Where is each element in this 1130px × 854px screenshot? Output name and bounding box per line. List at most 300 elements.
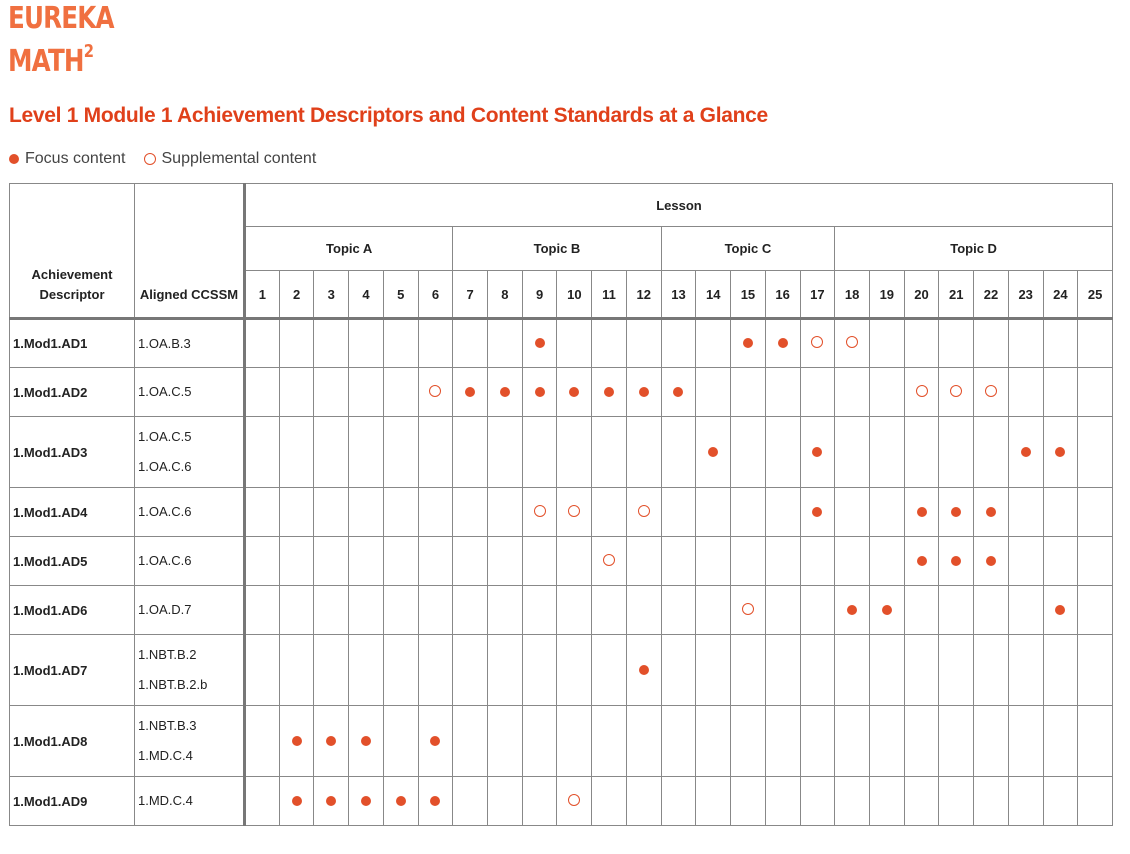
lesson-cell (245, 635, 280, 706)
lesson-cell (1078, 777, 1113, 826)
lesson-cell (800, 417, 835, 488)
lesson-cell (731, 777, 766, 826)
standard-code: 1.NBT.B.2 (138, 647, 197, 662)
focus-dot-icon (778, 338, 788, 348)
lesson-cell (349, 488, 384, 537)
lesson-cell (592, 368, 627, 417)
topic-header: Topic B (453, 227, 661, 271)
lesson-cell (974, 417, 1009, 488)
lesson-number: 20 (904, 271, 939, 319)
lesson-cell (835, 417, 870, 488)
lesson-cell (488, 488, 523, 537)
lesson-cell (1008, 777, 1043, 826)
lesson-cell (453, 706, 488, 777)
lesson-cell (245, 417, 280, 488)
col-header-aligned-ccssm: Aligned CCSSM (135, 184, 245, 319)
focus-dot-icon (847, 605, 857, 615)
lesson-cell (557, 368, 592, 417)
focus-dot-icon (361, 796, 371, 806)
standard-code: 1.OA.C.5 (138, 429, 192, 444)
lesson-cell (626, 586, 661, 635)
lesson-cell (835, 635, 870, 706)
focus-dot-icon (465, 387, 475, 397)
lesson-cell (1008, 417, 1043, 488)
lesson-cell (592, 586, 627, 635)
aligned-standards (135, 417, 245, 488)
lesson-cell (869, 417, 904, 488)
supplemental-ring-icon (846, 336, 858, 348)
lesson-cell (939, 586, 974, 635)
lesson-cell (661, 586, 696, 635)
lesson-number: 21 (939, 271, 974, 319)
legend-focus: Focus content (25, 150, 126, 167)
lesson-cell (453, 777, 488, 826)
lesson-cell (939, 706, 974, 777)
lesson-header: Lesson (245, 184, 1113, 227)
standard-code: 1.OA.C.6 (138, 553, 192, 568)
lesson-cell (696, 635, 731, 706)
lesson-cell (488, 777, 523, 826)
lesson-cell (383, 777, 418, 826)
lesson-cell (800, 488, 835, 537)
table-row (10, 777, 1113, 826)
focus-dot-icon (917, 507, 927, 517)
focus-dot-icon (535, 338, 545, 348)
focus-dot-icon (882, 605, 892, 615)
lesson-cell (453, 635, 488, 706)
lesson-number: 2 (279, 271, 314, 319)
lesson-cell (245, 537, 280, 586)
standards-table (9, 183, 1113, 826)
lesson-cell (383, 417, 418, 488)
lesson-cell (974, 586, 1009, 635)
lesson-cell (279, 417, 314, 488)
logo-math: MATH (8, 44, 84, 79)
focus-dot-icon (1055, 447, 1065, 457)
lesson-cell (279, 777, 314, 826)
lesson-cell (974, 635, 1009, 706)
aligned-standards (135, 586, 245, 635)
aligned-standards (135, 537, 245, 586)
lesson-number: 14 (696, 271, 731, 319)
lesson-cell (592, 777, 627, 826)
lesson-cell (765, 777, 800, 826)
lesson-cell (592, 537, 627, 586)
lesson-cell (383, 368, 418, 417)
lesson-cell (1078, 488, 1113, 537)
lesson-cell (349, 635, 384, 706)
lesson-number: 13 (661, 271, 696, 319)
lesson-cell (418, 417, 453, 488)
lesson-cell (522, 417, 557, 488)
lesson-cell (453, 368, 488, 417)
achievement-descriptor: 1.Mod1.AD5 (10, 537, 135, 586)
focus-dot-icon (1055, 605, 1065, 615)
focus-dot-icon (430, 796, 440, 806)
topic-header: Topic C (661, 227, 835, 271)
lesson-cell (869, 368, 904, 417)
lesson-number: 25 (1078, 271, 1113, 319)
lesson-cell (418, 635, 453, 706)
lesson-number: 6 (418, 271, 453, 319)
lesson-cell (661, 635, 696, 706)
achievement-descriptor: 1.Mod1.AD9 (10, 777, 135, 826)
lesson-cell (939, 319, 974, 368)
standard-code: 1.OA.B.3 (138, 335, 191, 351)
lesson-cell (904, 777, 939, 826)
supplemental-ring-icon (429, 385, 441, 397)
lesson-cell (696, 319, 731, 368)
lesson-cell (1043, 777, 1078, 826)
lesson-cell (1008, 586, 1043, 635)
aligned-standards (135, 777, 245, 826)
lesson-cell (626, 777, 661, 826)
standard-code: 1.MD.C.4 (138, 793, 193, 808)
achievement-descriptor: 1.Mod1.AD8 (10, 706, 135, 777)
achievement-descriptor: 1.Mod1.AD7 (10, 635, 135, 706)
lesson-number: 11 (592, 271, 627, 319)
lesson-number: 19 (869, 271, 904, 319)
lesson-cell (1078, 586, 1113, 635)
focus-dot-icon (673, 387, 683, 397)
lesson-cell (765, 488, 800, 537)
lesson-cell (661, 488, 696, 537)
lesson-cell (418, 537, 453, 586)
lesson-cell (765, 417, 800, 488)
lesson-cell (1008, 488, 1043, 537)
lesson-cell (731, 586, 766, 635)
standard-code: 1.OA.C.6 (138, 459, 192, 474)
lesson-cell (939, 488, 974, 537)
lesson-cell (1043, 417, 1078, 488)
table-row (10, 635, 1113, 706)
lesson-cell (349, 319, 384, 368)
lesson-cell (869, 488, 904, 537)
standard-code: 1.OA.C.6 (138, 504, 192, 519)
lesson-cell (939, 368, 974, 417)
lesson-cell (1043, 488, 1078, 537)
lesson-cell (522, 537, 557, 586)
lesson-cell (904, 537, 939, 586)
lesson-cell (626, 706, 661, 777)
lesson-cell (626, 537, 661, 586)
lesson-number: 23 (1008, 271, 1043, 319)
lesson-cell (1043, 635, 1078, 706)
lesson-cell (418, 586, 453, 635)
lesson-cell (383, 537, 418, 586)
lesson-cell (869, 706, 904, 777)
lesson-cell (522, 635, 557, 706)
lesson-number: 15 (731, 271, 766, 319)
lesson-number: 12 (626, 271, 661, 319)
lesson-cell (314, 488, 349, 537)
focus-dot-icon (639, 665, 649, 675)
lesson-cell (349, 417, 384, 488)
focus-dot-icon (812, 447, 822, 457)
lesson-cell (522, 488, 557, 537)
focus-dot-icon (292, 736, 302, 746)
focus-dot-icon (1021, 447, 1031, 457)
lesson-cell (592, 319, 627, 368)
lesson-cell (661, 706, 696, 777)
lesson-cell (522, 706, 557, 777)
lesson-cell (1008, 368, 1043, 417)
lesson-cell (488, 537, 523, 586)
lesson-cell (245, 488, 280, 537)
lesson-cell (765, 586, 800, 635)
standard-code: 1.NBT.B.3 (138, 718, 197, 733)
table-row (10, 537, 1113, 586)
focus-dot-icon (639, 387, 649, 397)
lesson-cell (279, 368, 314, 417)
lesson-cell (765, 635, 800, 706)
lesson-cell (314, 777, 349, 826)
lesson-cell (314, 537, 349, 586)
standard-code: 1.MD.C.4 (138, 748, 193, 763)
focus-dot-icon (986, 507, 996, 517)
lesson-number: 9 (522, 271, 557, 319)
lesson-number: 24 (1043, 271, 1078, 319)
logo-line1: EUREKA (8, 1, 114, 36)
lesson-cell (904, 635, 939, 706)
lesson-cell (557, 777, 592, 826)
header-row-lesson (10, 184, 1113, 227)
lesson-cell (661, 368, 696, 417)
lesson-cell (314, 586, 349, 635)
lesson-cell (557, 635, 592, 706)
lesson-cell (869, 319, 904, 368)
lesson-cell (1078, 635, 1113, 706)
lesson-cell (383, 319, 418, 368)
logo-line2 (8, 35, 114, 78)
lesson-cell (835, 777, 870, 826)
lesson-cell (383, 635, 418, 706)
lesson-number: 18 (835, 271, 870, 319)
lesson-cell (557, 706, 592, 777)
lesson-cell (279, 706, 314, 777)
lesson-cell (835, 368, 870, 417)
lesson-cell (349, 586, 384, 635)
lesson-cell (835, 706, 870, 777)
lesson-cell (835, 319, 870, 368)
achievement-descriptor: 1.Mod1.AD4 (10, 488, 135, 537)
lesson-number: 17 (800, 271, 835, 319)
lesson-cell (800, 706, 835, 777)
lesson-number: 8 (488, 271, 523, 319)
focus-dot-icon (430, 736, 440, 746)
topic-header: Topic D (835, 227, 1113, 271)
focus-dot-icon (604, 387, 614, 397)
lesson-cell (869, 537, 904, 586)
lesson-cell (765, 368, 800, 417)
lesson-number: 4 (349, 271, 384, 319)
lesson-cell (696, 537, 731, 586)
achievement-descriptor: 1.Mod1.AD2 (10, 368, 135, 417)
standard-code: 1.OA.C.5 (138, 384, 192, 399)
lesson-cell (731, 488, 766, 537)
focus-dot-icon (396, 796, 406, 806)
focus-dot-icon (326, 796, 336, 806)
lesson-cell (557, 586, 592, 635)
achievement-descriptor: 1.Mod1.AD3 (10, 417, 135, 488)
lesson-cell (453, 586, 488, 635)
supplemental-ring-icon (534, 505, 546, 517)
aligned-standards (135, 706, 245, 777)
supplemental-ring-icon (985, 385, 997, 397)
lesson-cell (592, 706, 627, 777)
supplemental-ring-icon (144, 153, 156, 165)
lesson-cell (453, 488, 488, 537)
lesson-cell (592, 635, 627, 706)
lesson-cell (696, 368, 731, 417)
supplemental-ring-icon (568, 505, 580, 517)
supplemental-ring-icon (568, 794, 580, 806)
focus-dot-icon (361, 736, 371, 746)
lesson-cell (696, 488, 731, 537)
lesson-cell (800, 586, 835, 635)
lesson-cell (453, 537, 488, 586)
table-row (10, 368, 1113, 417)
lesson-cell (1008, 537, 1043, 586)
lesson-cell (488, 586, 523, 635)
lesson-cell (1078, 319, 1113, 368)
lesson-cell (661, 537, 696, 586)
lesson-cell (869, 777, 904, 826)
lesson-cell (314, 368, 349, 417)
focus-dot-icon (500, 387, 510, 397)
lesson-cell (626, 368, 661, 417)
lesson-cell (974, 537, 1009, 586)
lesson-cell (522, 368, 557, 417)
eureka-math-logo (8, 2, 114, 78)
lesson-cell (488, 368, 523, 417)
table-row (10, 706, 1113, 777)
aligned-standards (135, 319, 245, 368)
lesson-cell (245, 319, 280, 368)
lesson-cell (904, 368, 939, 417)
focus-dot-icon (986, 556, 996, 566)
lesson-number: 5 (383, 271, 418, 319)
topic-header: Topic A (245, 227, 453, 271)
lesson-cell (1078, 537, 1113, 586)
lesson-cell (626, 635, 661, 706)
focus-dot-icon (9, 154, 19, 164)
lesson-cell (557, 488, 592, 537)
lesson-cell (661, 319, 696, 368)
table-row (10, 417, 1113, 488)
lesson-cell (1043, 706, 1078, 777)
focus-dot-icon (708, 447, 718, 457)
lesson-cell (835, 537, 870, 586)
lesson-cell (731, 368, 766, 417)
supplemental-ring-icon (603, 554, 615, 566)
aligned-standards (135, 368, 245, 417)
lesson-cell (974, 488, 1009, 537)
logo-sup: 2 (83, 41, 94, 62)
lesson-cell (245, 586, 280, 635)
lesson-cell (974, 368, 1009, 417)
lesson-cell (418, 368, 453, 417)
focus-dot-icon (292, 796, 302, 806)
lesson-cell (349, 368, 384, 417)
lesson-cell (800, 537, 835, 586)
focus-dot-icon (951, 507, 961, 517)
lesson-cell (800, 368, 835, 417)
lesson-cell (974, 777, 1009, 826)
lesson-cell (279, 319, 314, 368)
lesson-cell (557, 319, 592, 368)
focus-dot-icon (917, 556, 927, 566)
lesson-cell (557, 417, 592, 488)
lesson-cell (314, 635, 349, 706)
lesson-cell (418, 777, 453, 826)
lesson-cell (1043, 368, 1078, 417)
lesson-cell (661, 417, 696, 488)
lesson-cell (974, 319, 1009, 368)
lesson-cell (383, 586, 418, 635)
standard-code: 1.OA.D.7 (138, 602, 192, 617)
aligned-standards (135, 635, 245, 706)
lesson-cell (731, 706, 766, 777)
lesson-cell (904, 417, 939, 488)
lesson-cell (904, 706, 939, 777)
lesson-cell (835, 488, 870, 537)
lesson-cell (765, 537, 800, 586)
lesson-cell (1078, 706, 1113, 777)
lesson-cell (245, 777, 280, 826)
lesson-cell (383, 488, 418, 537)
lesson-cell (696, 706, 731, 777)
standard-code: 1.NBT.B.2.b (138, 677, 208, 692)
lesson-cell (418, 488, 453, 537)
lesson-cell (453, 319, 488, 368)
lesson-cell (1043, 319, 1078, 368)
lesson-cell (1008, 319, 1043, 368)
lesson-cell (279, 635, 314, 706)
lesson-cell (1008, 635, 1043, 706)
lesson-cell (279, 537, 314, 586)
legend-supplemental: Supplemental content (161, 150, 317, 167)
lesson-cell (522, 586, 557, 635)
lesson-cell (314, 417, 349, 488)
lesson-cell (661, 777, 696, 826)
supplemental-ring-icon (638, 505, 650, 517)
lesson-cell (626, 319, 661, 368)
lesson-cell (939, 537, 974, 586)
lesson-cell (904, 586, 939, 635)
lesson-cell (1043, 586, 1078, 635)
focus-dot-icon (743, 338, 753, 348)
lesson-cell (349, 777, 384, 826)
lesson-cell (974, 706, 1009, 777)
aligned-standards (135, 488, 245, 537)
lesson-number: 1 (245, 271, 280, 319)
lesson-cell (765, 319, 800, 368)
focus-dot-icon (569, 387, 579, 397)
lesson-cell (279, 586, 314, 635)
focus-dot-icon (535, 387, 545, 397)
lesson-cell (245, 706, 280, 777)
lesson-cell (349, 706, 384, 777)
lesson-cell (696, 417, 731, 488)
lesson-cell (765, 706, 800, 777)
lesson-cell (349, 537, 384, 586)
lesson-number: 16 (765, 271, 800, 319)
lesson-cell (800, 635, 835, 706)
supplemental-ring-icon (950, 385, 962, 397)
lesson-cell (314, 319, 349, 368)
lesson-cell (869, 586, 904, 635)
